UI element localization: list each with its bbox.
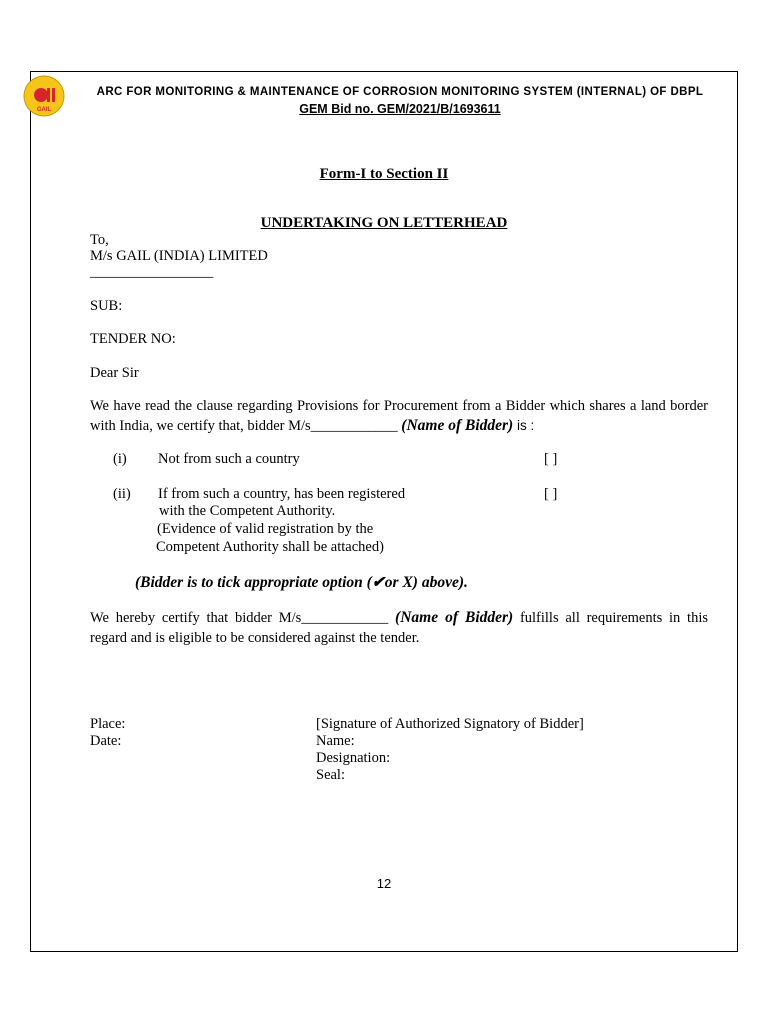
to-line: To,: [90, 232, 109, 248]
option-i-number: (i): [113, 451, 127, 467]
tick-instruction: (Bidder is to tick appropriate option (✔or X) above).: [135, 574, 468, 591]
option-ii-checkbox[interactable]: [ ]: [544, 486, 558, 502]
para2-text: We hereby certify that bidder M/s____________: [90, 610, 396, 626]
address-blank-line: _________________: [90, 264, 214, 280]
gem-bid-number: GEM Bid no. GEM/2021/B/1693611: [299, 102, 501, 116]
date-label: Date:: [90, 733, 122, 749]
option-i-checkbox[interactable]: [ ]: [544, 451, 558, 467]
option-ii-number: (ii): [113, 486, 131, 502]
certification-paragraph-2: [90, 608, 708, 648]
name-label: Name:: [316, 733, 355, 749]
option-i-text: Not from such a country: [158, 451, 300, 467]
name-of-bidder-1: (Name of Bidder): [401, 417, 514, 434]
para1-text: We have read the clause regarding Provisions for Procurement from a Bidder which shares a land border with India, we certify that, bidder M/s____________: [90, 398, 708, 434]
main-title: UNDERTAKING ON LETTERHEAD: [260, 215, 508, 231]
subject-label: SUB:: [90, 298, 123, 314]
option-ii-text: If from such a country, has been registered: [158, 486, 406, 502]
gail-logo: [23, 75, 65, 117]
para1-suffix: is :: [513, 418, 535, 433]
para2-suffix: fulfills all requirements in this regard and is eligible to be considered against the tender.: [90, 610, 708, 646]
signature-label: [Signature of Authorized Signatory of Bidder]: [316, 716, 584, 732]
document-header-title: ARC FOR MONITORING & MAINTENANCE OF CORROSION MONITORING SYSTEM (INTERNAL) OF DBPL: [96, 86, 704, 98]
evidence-note-2: Competent Authority shall be attached): [156, 539, 384, 555]
certification-paragraph-1: [90, 396, 708, 436]
option-ii-text-2: with the Competent Authority.: [159, 503, 336, 519]
evidence-note-1: (Evidence of valid registration by the: [157, 521, 374, 537]
tender-no-label: TENDER NO:: [90, 331, 176, 347]
addressee: M/s GAIL (INDIA) LIMITED: [90, 248, 268, 264]
designation-label: Designation:: [316, 750, 391, 766]
place-label: Place:: [90, 716, 126, 732]
seal-label: Seal:: [316, 767, 345, 783]
name-of-bidder-2: (Name of Bidder): [395, 609, 514, 626]
section-title: Form-I to Section II: [319, 166, 449, 182]
page-number: 12: [376, 876, 392, 891]
page-frame: [30, 71, 738, 952]
logo-text: GAIL: [36, 107, 52, 113]
salutation: Dear Sir: [90, 365, 139, 381]
